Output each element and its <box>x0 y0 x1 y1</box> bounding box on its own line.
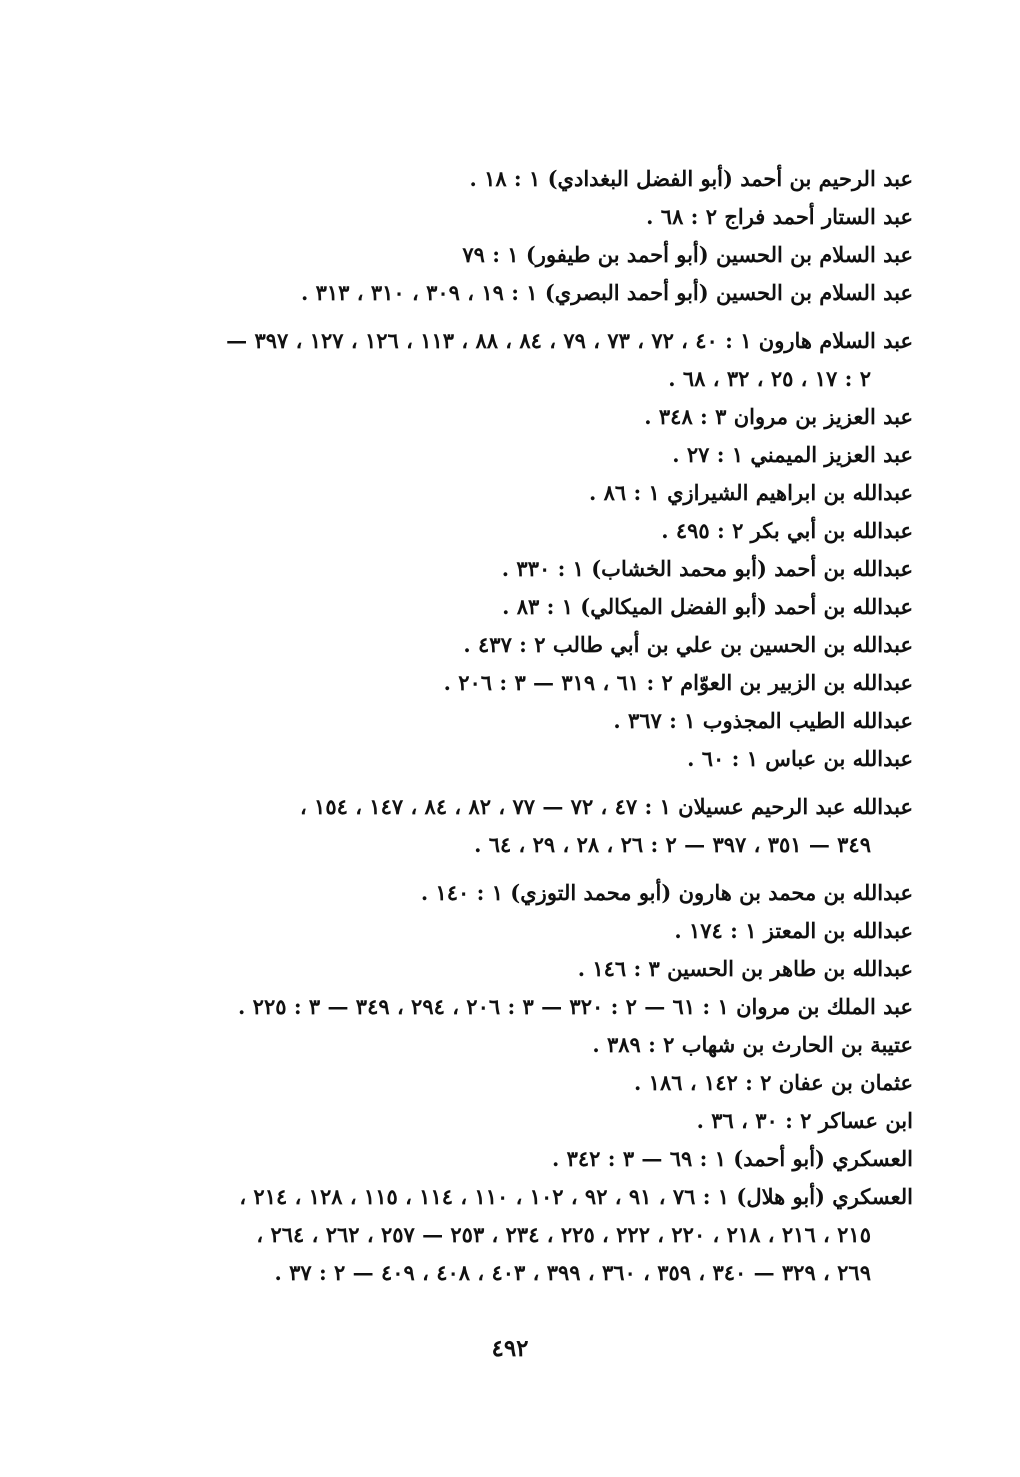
index-entry: عبدالله بن أحمد (أبو محمد الخشاب) ١ : ٣٣٠ . <box>501 556 913 581</box>
index-entry: عبد السلام هارون ١ : ٤٠ ، ٧٢ ، ٧٣ ، ٧٩ ، ٨٤ ، ٨٨ ، ١١٣ ، ١٢٦ ، ١٢٧ ، ٣٩٧ — <box>226 328 913 353</box>
index-entry-continuation: ٢ : ١٧ ، ٢٥ ، ٣٢ ، ٦٨ . <box>668 366 871 391</box>
index-entry: عبدالله بن المعتز ١ : ١٧٤ . <box>674 918 913 943</box>
index-entry-continuation: ٣٤٩ — ٣٥١ ، ٣٩٧ — ٢ : ٢٦ ، ٢٨ ، ٢٩ ، ٦٤ . <box>474 832 871 857</box>
index-entry: عبدالله بن أحمد (أبو الفضل الميكالي) ١ : ٨٣ . <box>502 594 913 619</box>
index-entry: عبدالله بن الحسين بن علي بن أبي طالب ٢ : ٤٣٧ . <box>463 632 913 657</box>
index-entry: عبدالله عبد الرحيم عسيلان ١ : ٤٧ ، ٧٢ — ٧٧ ، ٨٢ ، ٨٤ ، ١٤٧ ، ١٥٤ ، <box>299 794 913 819</box>
index-entry: عبدالله بن ابراهيم الشيرازي ١ : ٨٦ . <box>588 480 913 505</box>
index-entry: عبدالله بن طاهر بن الحسين ٣ : ١٤٦ . <box>577 956 913 981</box>
index-entry: عبدالله بن محمد بن هارون (أبو محمد التوزي) ١ : ١٤٠ . <box>420 880 913 905</box>
index-entry: عثمان بن عفان ٢ : ١٤٢ ، ١٨٦ . <box>634 1070 913 1095</box>
index-entry: عبدالله بن أبي بكر ٢ : ٤٩٥ . <box>661 518 913 543</box>
index-entry: عبدالله الطيب المجذوب ١ : ٣٦٧ . <box>613 708 913 733</box>
index-entry: عبد الرحيم بن أحمد (أبو الفضل البغدادي) ١ : ١٨ . <box>469 166 913 191</box>
index-entry: عبد الملك بن مروان ١ : ٦١ — ٢ : ٣٢٠ — ٣ : ٢٠٦ ، ٢٩٤ ، ٣٤٩ — ٣ : ٢٢٥ . <box>238 994 913 1019</box>
index-entry-continuation: ٢١٥ ، ٢١٦ ، ٢١٨ ، ٢٢٠ ، ٢٢٢ ، ٢٢٥ ، ٢٣٤ ، ٢٥٣ — ٢٥٧ ، ٢٦٢ ، ٢٦٤ ، <box>256 1222 871 1247</box>
index-entries <box>153 160 913 1292</box>
index-entry: عبدالله بن عباس ١ : ٦٠ . <box>687 746 913 771</box>
index-entry: العسكري (أبو هلال) ١ : ٧٦ ، ٩١ ، ٩٢ ، ١٠٢ ، ١١٠ ، ١١٤ ، ١١٥ ، ١٢٨ ، ٢١٤ ، <box>239 1184 913 1209</box>
index-entry: عبد السلام بن الحسين (أبو أحمد بن طيفور) ١ : ٧٩ <box>462 242 913 267</box>
index-entry: عبد السلام بن الحسين (أبو أحمد البصري) ١ : ١٩ ، ٣٠٩ ، ٣١٠ ، ٣١٣ . <box>300 280 913 305</box>
index-entry-continuation: ٢٦٩ ، ٣٢٩ — ٣٤٠ ، ٣٥٩ ، ٣٦٠ ، ٣٩٩ ، ٤٠٣ ، ٤٠٨ ، ٤٠٩ — ٢ : ٣٧ . <box>274 1260 871 1285</box>
index-entry: عبدالله بن الزبير بن العوّام ٢ : ٦١ ، ٣١٩ — ٣ : ٢٠٦ . <box>443 670 913 695</box>
index-entry: عبد الستار أحمد فراج ٢ : ٦٨ . <box>646 204 913 229</box>
index-entry: عبد العزيز الميمني ١ : ٢٧ . <box>672 442 913 467</box>
index-entry: عتيبة بن الحارث بن شهاب ٢ : ٣٨٩ . <box>592 1032 913 1057</box>
index-entry: ابن عساكر ٢ : ٣٠ ، ٣٦ . <box>696 1108 913 1133</box>
page-number: ٤٩٢ <box>491 1335 529 1362</box>
index-entry: عبد العزيز بن مروان ٣ : ٣٤٨ . <box>644 404 913 429</box>
index-entry: العسكري (أبو أحمد) ١ : ٦٩ — ٣ : ٣٤٢ . <box>552 1146 913 1171</box>
